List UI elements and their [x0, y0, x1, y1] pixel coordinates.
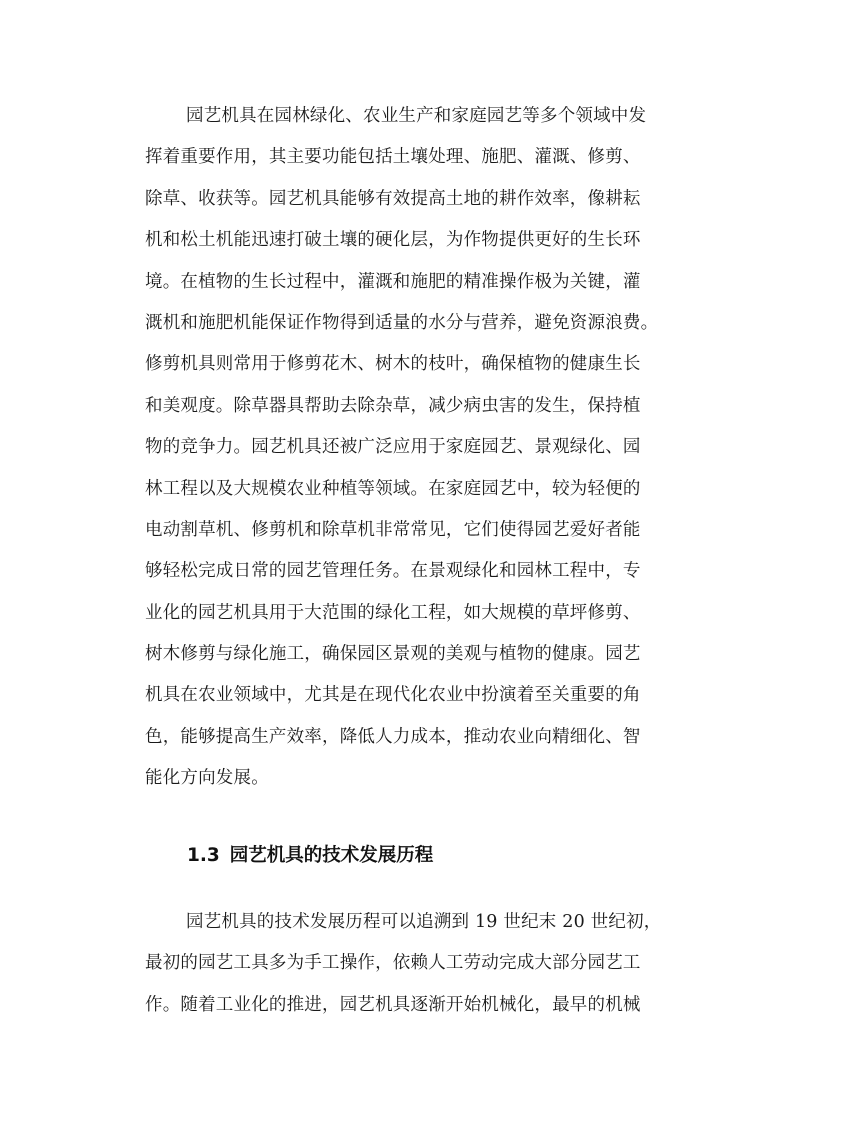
body-paragraph [145, 902, 705, 1026]
paragraph-line: 园艺机具在园林绿化、农业生产和家庭园艺等多个领域中发 [186, 106, 647, 126]
paragraph-line: 树木修剪与绿化施工，确保园区景观的美观与植物的健康。园艺 [145, 644, 641, 665]
paragraph-line: 色，能够提高生产效率，降低人力成本，推动农业向精细化、智 [145, 726, 641, 747]
paragraph-line: 物的竞争力。园艺机具还被广泛应用于家庭园艺、景观绿化、园 [145, 437, 641, 458]
paragraph-line: 机具在农业领域中，尤其是在现代化农业中扮演着至关重要的角 [145, 685, 641, 706]
paragraph-line: 林工程以及大规模农业种植等领域。在家庭园艺中，较为轻便的 [145, 478, 641, 499]
paragraph-line: 够轻松完成日常的园艺管理任务。在景观绿化和园林工程中，专 [145, 561, 641, 582]
section-number: 1.3 [187, 845, 220, 866]
section-heading [187, 838, 433, 874]
paragraph-line: 最初的园艺工具多为手工操作，依赖人工劳动完成大部分园艺工 [145, 953, 641, 974]
paragraph-line: 机和松土机能迅速打破土壤的硬化层，为作物提供更好的生长环 [145, 230, 641, 251]
paragraph-line: 能化方向发展。 [145, 768, 269, 789]
paragraph-line: 业化的园艺机具用于大范围的绿化工程，如大规模的草坪修剪、 [145, 602, 641, 623]
paragraph-line: 溉机和施肥机能保证作物得到适量的水分与营养，避免资源浪费。 [145, 312, 659, 333]
paragraph-line: 境。在植物的生长过程中，灌溉和施肥的精准操作极为关键，灌 [145, 271, 641, 292]
paragraph-line: 园艺机具的技术发展历程可以追溯到 19 世纪末 20 世纪初， [186, 912, 662, 932]
section-title: 园艺机具的技术发展历程 [229, 845, 434, 866]
paragraph-line: 除草、收获等。园艺机具能够有效提高土地的耕作效率，像耕耘 [145, 188, 641, 209]
paragraph-line: 和美观度。除草器具帮助去除杂草，减少病虫害的发生，保持植 [145, 395, 641, 416]
paragraph-line: 电动割草机、修剪机和除草机非常常见，它们使得园艺爱好者能 [145, 519, 641, 540]
paragraph-line: 作。随着工业化的推进，园艺机具逐渐开始机械化，最早的机械 [145, 994, 641, 1015]
paragraph-line: 挥着重要作用，其主要功能包括土壤处理、施肥、灌溉、修剪、 [145, 147, 641, 168]
paragraph-line: 修剪机具则常用于修剪花木、树木的枝叶，确保植物的健康生长 [145, 354, 641, 375]
body-paragraph [145, 96, 705, 800]
